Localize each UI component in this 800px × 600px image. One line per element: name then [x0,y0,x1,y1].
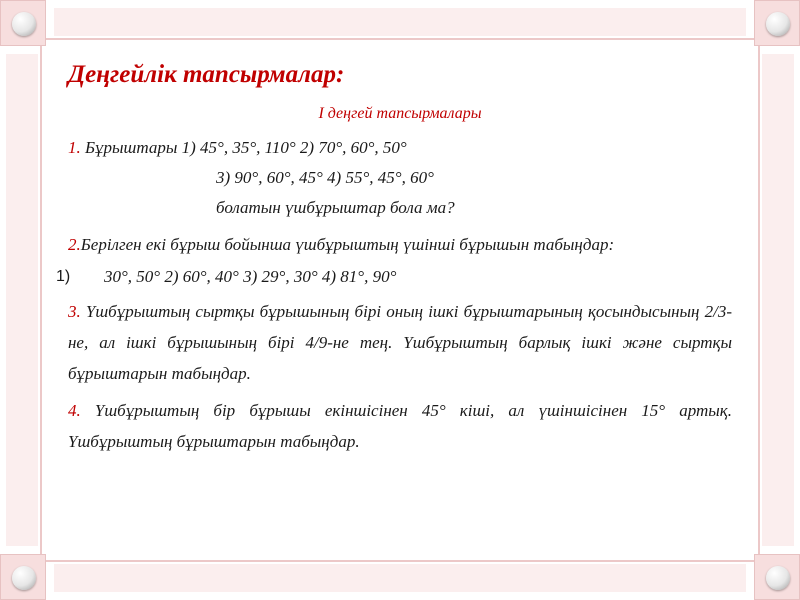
task-1 [68,133,732,223]
slide-content [56,60,732,457]
corner-bottom-left [0,554,46,600]
task-1-number: 1. [68,138,81,157]
task-2-question: Берілген екі бұрыш бойынша үшбұрыштың үшінші бұрышын табыңдар: [80,235,615,254]
task-4-number: 4. [68,401,81,420]
corner-bottom-right [754,554,800,600]
task-2 [56,229,732,292]
task-2-text [68,229,732,260]
task-2-answer-values: 30°, 50° 2) 60°, 40° 3) 29°, 30° 4) 81°, 90° [104,267,397,286]
frame-line-right [758,46,760,554]
task-4-text: Үшбұрыштың бір бұрышы екіншісінен 45° кіші, ал үшіншісінен 15° артық. Үшбұрыштың бұрыштарын табыңдар. [68,401,732,451]
corner-top-right [754,0,800,46]
corner-knob-icon [766,12,790,36]
slide-title: Деңгейлік тапсырмалар: [68,61,345,88]
task-3-number: 3. [68,302,81,321]
frame-line-left [40,46,42,554]
task-4 [68,395,732,457]
corner-knob-icon [12,566,36,590]
corner-knob-icon [12,12,36,36]
corner-top-left [0,0,46,46]
corner-knob-icon [766,566,790,590]
task-2-number: 2. [68,235,81,254]
task-3-text: Үшбұрыштың сыртқы бұрышының бірі оның ішкі бұрыштарының қосындысының 2/3-не, ал ішкі бұрышының бірі 4/9-не тең. Үшбұрыштың барлық ішкі және сыртқы бұрыштарын табыңдар. [68,302,732,383]
frame-bottom [54,564,746,592]
task-1-text-1: Бұрыштары 1) 45°, 35°, 110° 2) 70°, 60°, 50° [80,138,407,157]
list-marker: 1) [56,268,71,285]
frame-left [6,54,38,546]
task-1-line-2: 3) 90°, 60°, 45° 4) 55°, 45°, 60° [216,168,434,187]
frame-right [762,54,794,546]
task-3 [68,296,732,389]
level-heading: I деңгей тапсырмалары [318,105,482,122]
frame-line-bottom [46,560,754,562]
frame-top [54,8,746,36]
task-1-line-3: болатын үшбұрыштар бола ма? [216,198,455,217]
task-1-line-1 [68,133,732,163]
frame-line-top [46,38,754,40]
task-2-answers [56,262,732,292]
